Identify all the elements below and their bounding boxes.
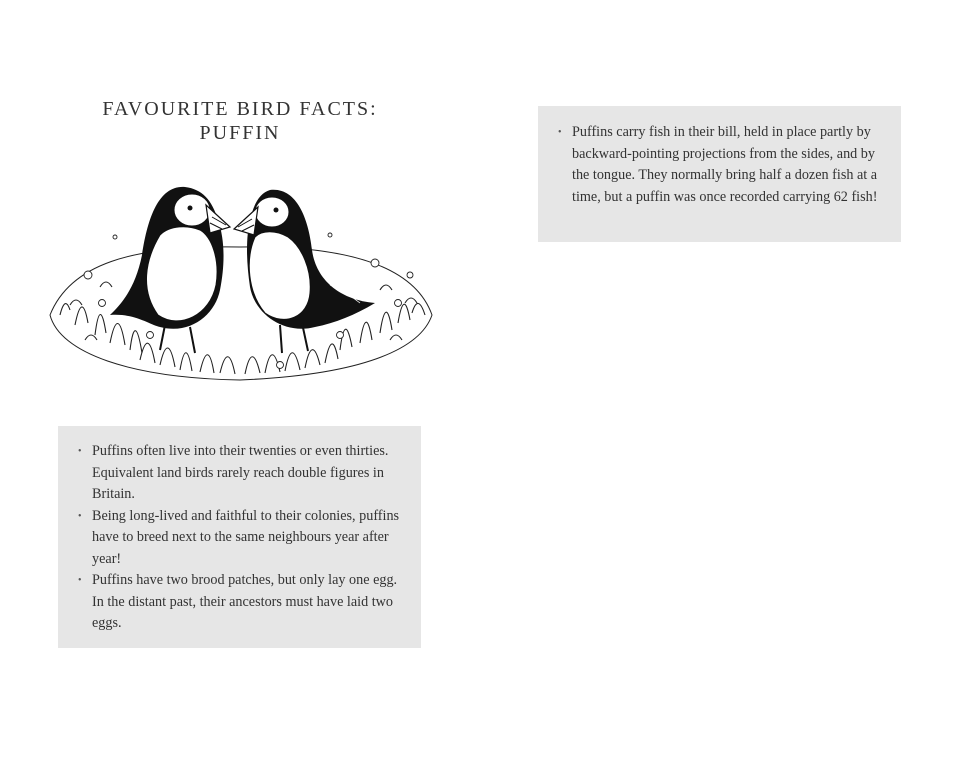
- page-title-line-1: FAVOURITE BIRD FACTS:: [102, 98, 378, 120]
- right-puffin-icon: [234, 190, 375, 353]
- left-puffin-icon: [110, 187, 230, 353]
- fact-item: • Puffins often live into their twenties or even thirties. Equivalent land birds rarely reach double figures in Britain.: [78, 441, 403, 506]
- fact-box-right: [538, 106, 901, 242]
- puffin-pair-illustration: [40, 175, 440, 395]
- fact-list: [78, 441, 403, 635]
- fact-item: • Puffins have two brood patches, but only lay one egg. In the distant past, their ancestors must have laid two eggs.: [78, 570, 403, 635]
- fact-item: • Puffins carry fish in their bill, held in place partly by backward-pointing projections from the sides, and by the tongue. They normally bring half a dozen fish at a time, but a puffin was once recorded carrying 62 fish!: [558, 122, 883, 208]
- page-title: [60, 97, 420, 145]
- fact-list: [558, 122, 883, 208]
- page-title-line-2: PUFFIN: [199, 122, 281, 144]
- fact-item: • Being long-lived and faithful to their colonies, puffins have to breed next to the same neighbours year after year!: [78, 506, 403, 571]
- fact-box-left: [58, 426, 421, 648]
